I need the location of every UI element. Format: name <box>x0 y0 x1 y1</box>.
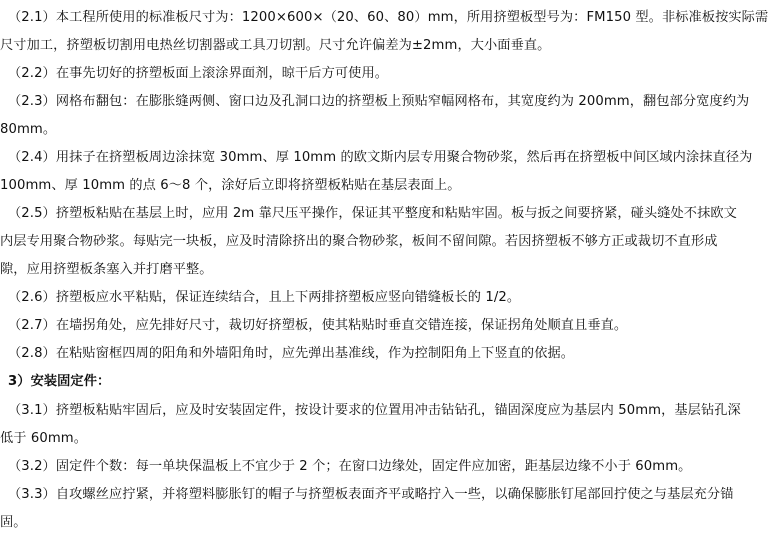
text-line: （2.8）在粘贴窗框四周的阳角和外墙阳角时，应先弹出基准线，作为控制阳角上下竖直的依据。 <box>8 346 575 361</box>
text-line: 尺寸加工，挤塑板切割用电热丝切割器或工具刀切割。尺寸允许偏差为±2mm，大小面垂直。 <box>0 38 551 53</box>
text-line: 低于 60mm。 <box>0 431 88 446</box>
text-line: （3.2）固定件个数：每一单块保温板上不宜少于 2 个；在窗口边缘处，固定件应加密，距基层边缘不小于 60mm。 <box>8 459 692 474</box>
text-line: 80mm。 <box>0 122 57 137</box>
text-line: 内层专用聚合物砂浆。每贴完一块板，应及时清除挤出的聚合物砂浆，板间不留间隙。若因挤塑板不够方正或裁切不直形成 <box>0 234 718 249</box>
text-line: （3.1）挤塑板粘贴牢固后，应及时安装固定件，按设计要求的位置用冲击钻钻孔，锚固深度应为基层内 50mm，基层钻孔深 <box>8 403 741 418</box>
text-line: （2.4）用抹子在挤塑板周边涂抹宽 30mm、厚 10mm 的欧文斯内层专用聚合物砂浆，然后再在挤塑板中间区域内涂抹直径为 <box>8 150 753 165</box>
text-line: 隙，应用挤塑板条塞入并打磨平整。 <box>0 262 213 277</box>
text-line: （2.1）本工程所使用的标准板尺寸为：1200×600×（20、60、80）mm，所用挤塑板型号为：FM150 型。非标准板按实际需 <box>8 10 769 25</box>
section-heading: 3）安装固定件： <box>8 374 111 389</box>
text-line: （2.6）挤塑板应水平粘贴，保证连续结合，且上下两排挤塑板应竖向错缝板长的 1/2。 <box>8 290 521 305</box>
text-line: （2.3）网格布翻包：在膨胀缝两侧、窗口边及孔洞口边的挤塑板上预贴窄幅网格布，其宽度约为 200mm，翻包部分宽度约为 <box>8 94 750 109</box>
text-line: （2.2）在事先切好的挤塑板面上滚涂界面剂，晾干后方可使用。 <box>8 66 389 81</box>
text-line: 固。 <box>0 515 27 530</box>
text-line: （2.5）挤塑板粘贴在基层上时，应用 2m 靠尺压平操作，保证其平整度和粘贴牢固。板与扳之间要挤紧，碰头缝处不抹欧文 <box>8 206 737 221</box>
text-line: （2.7）在墙拐角处，应先排好尺寸，裁切好挤塑板，使其粘贴时垂直交错连接，保证拐角处顺直且垂直。 <box>8 318 628 333</box>
text-line: 100mm、厚 10mm 的点 6～8 个，涂好后立即将挤塑板粘贴在基层表面上。 <box>0 178 461 193</box>
text-line: （3.3）自攻螺丝应拧紧，并将塑料膨胀钉的帽子与挤塑板表面齐平或略拧入一些，以确保膨胀钉尾部回拧使之与基层充分锚 <box>8 487 734 502</box>
